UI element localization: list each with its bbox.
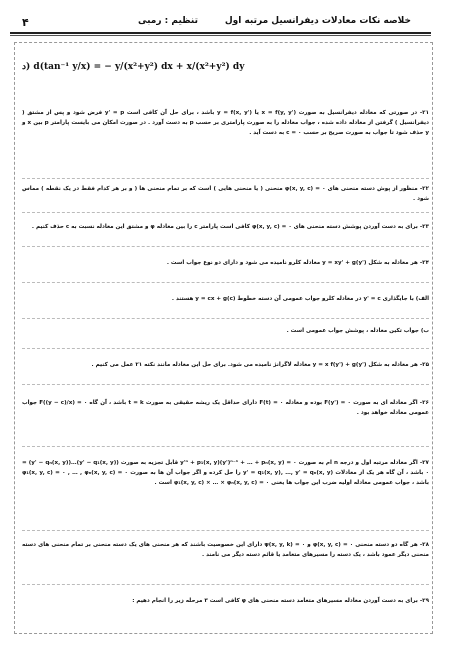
header-rule-thin bbox=[10, 35, 431, 36]
item-28: ۲۸- هر گاه دو دسته منحنی ۰ = φ(x, y, c) و ۰ = ψ(x, y, k) دارای این خصوصیت باشند که هر منحنی های یک دسته منحنی بر تمام منحنی های دسته منحنی دیگر عمود باشد ، یک دسته را مسیرهای متعامد یا قائم دسته دیگر می نامند . bbox=[22, 542, 429, 558]
item-24-b: ب) جواب تکین معادله ، پوشش جواب عمومی است . bbox=[286, 328, 429, 334]
item-24-a: الف) با جایگذاری y' = c در معادله کلرو جواب عمومی آن دسته خطوط y = cx + g(c) هستند . bbox=[171, 296, 429, 302]
item-27: ۲۷- اگر معادله مرتبه اول و درجه n ام به صورت y'ⁿ + p₁(x, y)(y')ⁿ⁻¹ + … + pₙ(x, y) = ۰ قابل تجزیه به صورت (y' − q₁(x, y))…(y' − qₙ(x, y)) = ۰ باشد ، آن گاه هر یک از معادلات y' = q₁(x, y), …, y' = qₙ(x, y) را حل کرده و اگر جواب آن ها به صورت φ₁(x, y, c) = ۰ , … , φₙ(x, y, c) = ۰ باشد ، جواب عمومی معادله اولیه ضرب این جواب ها یعنی φ₁(x, y, c) × … × φₙ(x, y, c) = ۰ است . bbox=[22, 460, 429, 486]
item-29: ۲۹- برای به دست آوردن معادله مسیرهای متعامد دسته منحنی های φ کافی است ۳ مرحله زیر را انجام دهیم : bbox=[132, 598, 429, 604]
formula-d: د) d(tan⁻¹ y/x) = − y/(x²+y²) dx + x/(x²+y²) dy bbox=[22, 62, 245, 72]
separator bbox=[22, 282, 429, 283]
item-25: ۲۵- هر معادله به شکل y = x f(y') + g(y') معادله لاگرانژ نامیده می شود. برای حل این معادله مانند نکته ۲۱ عمل می کنیم . bbox=[91, 362, 429, 368]
separator bbox=[22, 348, 429, 349]
header-rule bbox=[10, 32, 431, 34]
separator bbox=[22, 446, 429, 447]
item-26: ۲۶- اگر معادله ای به صورت F(y') = ۰ بوده و معادله F(t) = ۰ دارای حداقل یک ریشه حقیقی به صورت t = k باشد ، آن گاه F((y − c)/x) = ۰ جواب عمومی معادله خواهد بود . bbox=[22, 400, 429, 416]
item-23: ۲۳- برای به دست آوردن پوشش دسته منحنی های ۰ = φ(x, y, c) کافی است پارامتر c را بین معادله φ و مشتق این معادله نسبت به c حذف کنیم . bbox=[31, 224, 429, 230]
document-title: خلاصه نکات معادلات دیفرانسیل مرتبه اول bbox=[224, 16, 411, 26]
separator bbox=[22, 530, 429, 531]
separator bbox=[22, 178, 429, 179]
page-number: ۴ bbox=[22, 16, 29, 29]
separator bbox=[22, 212, 429, 213]
item-22: ۲۲- منظور از پوش دسته منحنی های ۰ = φ(x, y, c) منحنی ( یا منحنی هایی ) است که بر تمام منحنی ها ( و بر هر کدام فقط در یک نقطه ) مماس شود . bbox=[22, 186, 429, 202]
arranger-label: تنظیم : رمبی bbox=[138, 16, 198, 26]
separator bbox=[22, 246, 429, 247]
item-24: ۲۴- هر معادله به شکل y = xy' + g(y') معادله کلرو نامیده می شود و دارای دو نوع جواب است . bbox=[166, 260, 429, 266]
separator bbox=[22, 384, 429, 385]
page-header bbox=[10, 6, 431, 30]
separator bbox=[22, 318, 429, 319]
item-21: ۲۱- در صورتی که معادله دیفرانسیل به صورت x = f(y, y') یا y = f(x, y') باشد ، برای حل آن کافی است y' = p فرض شود و پس از مشتق ( دیفرانسیل ) گرفتن از معادله داده شده ، جواب معادله را به صورت پارامتری بر حسب p به دست آورد . در صورت امکان می بایست پارامتر p بین x و y حذف شود تا جواب به صورت صریح بر حسب c = ۰ به دست آید . bbox=[22, 110, 430, 136]
separator bbox=[22, 584, 429, 585]
